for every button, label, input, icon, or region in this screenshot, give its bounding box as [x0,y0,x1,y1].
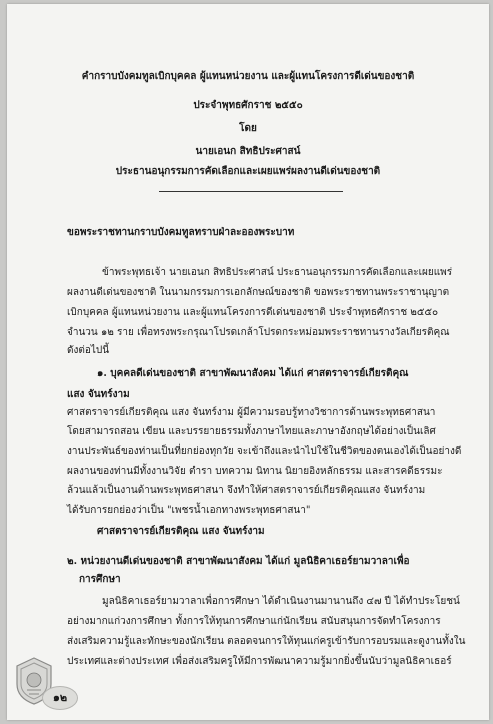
header-name: นายเอนก สิทธิประศาสน์ [195,146,301,157]
section-2-heading-cont: การศึกษา [79,574,121,585]
section-1-heading: ๑. บุคคลดีเด่นของชาติ สาขาพัฒนาสังคม ได้แก่ ศาสตราจารย์เกียรติคุณ [97,368,409,379]
header-position: ประธานอนุกรรมการคัดเลือกและเผยแพร่ผลงานดีเด่นของชาติ [115,166,381,177]
section-2-line: ส่งเสริมความรู้และทักษะของนักเรียน ตลอดจนการให้ทุนแก่ครูเข้ารับการอบรมและดูงานทั้งใน [67,636,466,647]
section-1-line: ศาสตราจารย์เกียรติคุณ แสง จันทร์งาม ผู้มีความรอบรู้ทางวิชาการด้านพระพุทธศาสนา [67,407,436,418]
section-2-line: ประเทศและต่างประเทศ เพื่อส่งเสริมครูให้มีการพัฒนาความรู้มากยิ่งขึ้นนับว่ามูลนิธิคาเธอร์ [67,656,452,667]
section-1-line: ล้วนแล้วเป็นงานด้านพระพุทธศาสนา จึงทำให้ศาสตราจารย์เกียรติคุณแสง จันทร์งาม [67,485,426,496]
section-2-line: อย่างมากแก่วงการศึกษา ทั้งการให้ทุนการศึกษาแก่นักเรียน สนับสนุนการจัดทำโครงการ [67,616,441,627]
intro-line: ข้าพระพุทธเจ้า นายเอนก สิทธิประศาสน์ ประธานอนุกรรมการคัดเลือกและเผยแพร่ [102,267,453,278]
header-divider [159,191,343,192]
intro-line: เบิกบุคคล ผู้แทนหน่วยงาน และผู้แทนโครงการดีเด่นของชาติ ประจำพุทธศักราช ๒๕๕๐ [67,307,439,318]
section-1-signoff: ศาสตราจารย์เกียรติคุณ แสง จันทร์งาม [97,526,265,537]
header-by: โดย [239,123,257,134]
section-1-line: งานประพันธ์ของท่านเป็นที่ยกย่องทุกวัย จะเข้าถึงและนำไปใช้ในชีวิตของตนเองได้เป็นอย่างดี [67,446,462,457]
document-page [7,4,489,720]
header-title-line2: ประจำพุทธศักราช ๒๕๕๐ [193,100,303,111]
section-1-line: ผลงานของท่านมีทั้งงานวิจัย ตำรา บทความ นิทาน นิยายอิงหลักธรรม และสารคดีธรรมะ [67,466,443,477]
section-1-heading-cont: แสง จันทร์งาม [67,389,130,400]
intro-line: จำนวน ๑๒ ราย เพื่อทรงพระกรุณาโปรดเกล้าโปรดกระหม่อมพระราชทานรางวัลเกียรติคุณ [67,327,450,338]
section-1-line: ได้รับการยกย่องว่าเป็น "เพชรน้ำเอกทางพระพุทธศาสนา" [67,505,311,516]
section-2-line: มูลนิธิคาเธอร์ยามวาลาเพื่อการศึกษา ได้ดำเนินงานมานานถึง ๔๗ ปี ได้ทำประโยชน์ [102,596,460,607]
salutation: ขอพระราชทานกราบบังคมทูลทราบฝ่าละอองพระบาท [67,227,295,238]
intro-line: ดังต่อไปนี้ [67,345,110,356]
intro-line: ผลงานดีเด่นของชาติ ในนามกรรมการเอกลักษณ์ของชาติ ขอพระราชทานพระราชานุญาต [67,287,450,298]
section-2-heading: ๒. หน่วยงานดีเด่นของชาติ สาขาพัฒนาสังคม ได้แก่ มูลนิธิคาเธอร์ยามวาลาเพื่อ [67,556,410,567]
section-1-line: โดยสามารถสอน เขียน และบรรยายธรรมทั้งภาษาไทยและภาษาอังกฤษได้อย่างเป็นเลิศ [67,426,436,437]
header-title-line1: คำกราบบังคมทูลเบิกบุคคล ผู้แทนหน่วยงาน และผู้แทนโครงการดีเด่นของชาติ [81,71,415,82]
page-number: ๑๒ [42,686,78,710]
